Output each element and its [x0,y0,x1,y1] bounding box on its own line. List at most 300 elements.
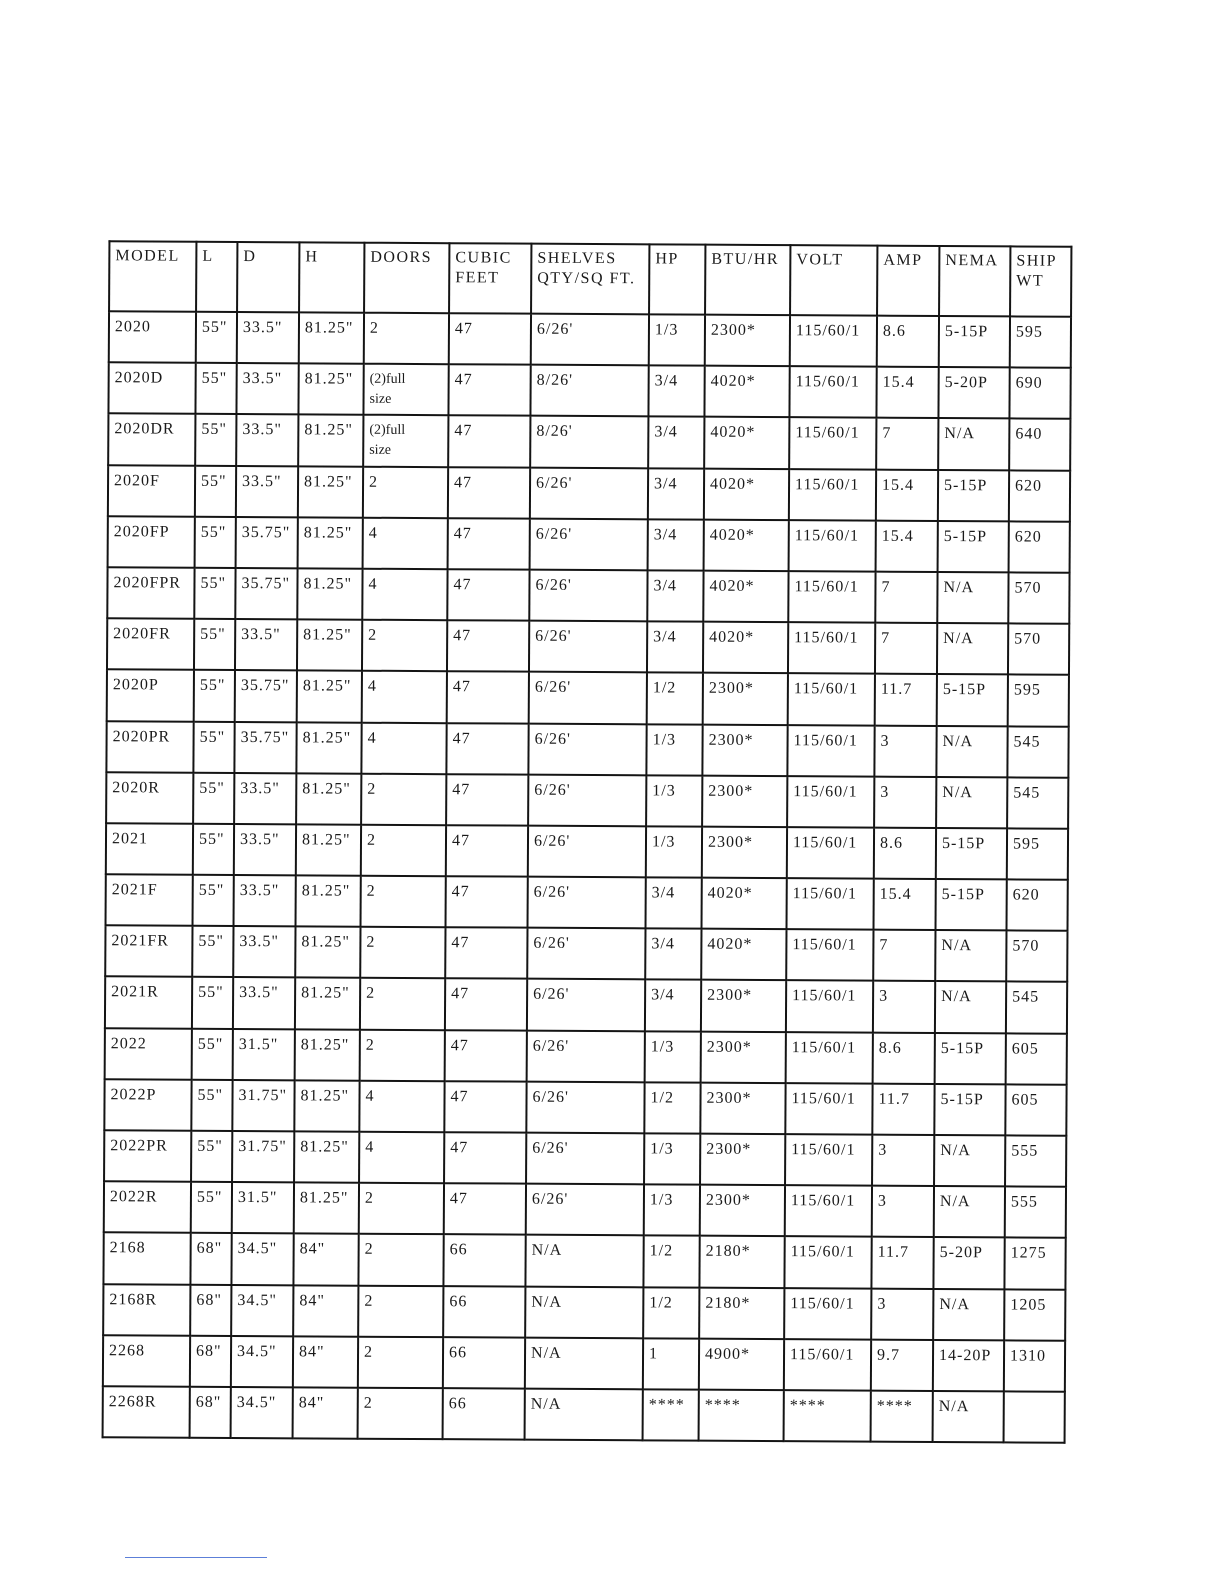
cell-length: 55" [191,1080,232,1131]
cell-volt: 115/60/1 [789,418,876,470]
cell-hp: 1/3 [649,314,705,366]
table-row [104,1181,1066,1238]
cell-hp: 1/3 [644,1133,700,1185]
header-shelves [531,244,649,315]
cell-depth: 33.5" [233,926,295,978]
cell-nema: N/A [936,777,1007,829]
cell-amp: 7 [875,572,937,624]
cell-shelves: 6/26' [529,621,647,673]
cell-btu-hr: 2180* [699,1287,784,1339]
header-btu-hr [705,245,790,315]
cell-length: 55" [194,568,235,619]
cell-hp: 3/4 [648,519,704,571]
cell-model: 2268R [103,1386,190,1438]
cell-depth: 34.5" [231,1233,293,1285]
table-row [105,1028,1067,1085]
header-cubic-feet [449,243,531,313]
cell-depth: 33.5" [234,824,296,876]
cell-amp: 11.7 [875,674,937,726]
cell-height: 81.25" [294,1183,359,1235]
cell-length: 68" [190,1233,231,1284]
cell-hp: 3/4 [648,366,704,418]
cell-height: 81.25" [298,466,363,518]
cell-model: 2022PR [104,1130,191,1182]
cell-height: 81.25" [294,1080,359,1132]
cell-doors: 2 [360,1029,445,1081]
cell-length: 55" [193,875,234,926]
cell-ship-wt: 620 [1009,521,1070,573]
cell-volt: 115/60/1 [788,622,875,674]
cell-length: 55" [194,670,235,721]
cell-length: 55" [191,1182,232,1233]
cell-hp: 1/2 [647,673,703,725]
cell-ship-wt: 595 [1007,828,1068,880]
table-row [106,874,1068,931]
cell-hp: 3/4 [645,929,701,981]
cell-model: 2021F [106,874,193,926]
cell-btu-hr: 2300* [703,673,788,725]
header-label: FEET [455,269,500,287]
table-row [103,1386,1065,1443]
cell-height: 81.25" [297,671,362,723]
cell-ship-wt: 690 [1009,368,1070,420]
cell-depth: 35.75" [235,670,297,722]
header-label: NEMA [945,252,999,270]
table-row [106,823,1068,880]
cell-doors: 2 [361,876,446,928]
cell-height: 81.25" [296,824,361,876]
cell-shelves: 8/26' [530,416,648,468]
cell-doors: 4 [359,1081,444,1133]
cell-model: 2020D [108,362,195,414]
cell-hp: 3/4 [648,468,704,520]
cell-depth: 33.5" [237,312,299,364]
cell-ship-wt: 595 [1008,675,1069,727]
header-row [109,241,1071,317]
table-row [104,1130,1066,1187]
cell-volt: 115/60/1 [785,1185,872,1237]
cell-nema: 5-15P [936,828,1007,880]
header-label: MODEL [115,247,180,265]
cell-btu-hr: 4020* [704,519,789,571]
cell-cubic-feet: 47 [446,876,528,928]
table-row [105,977,1067,1034]
cell-shelves: N/A [525,1389,643,1441]
cell-amp: 7 [875,623,937,675]
header-doors [364,243,449,313]
cell-hp: 3/4 [648,417,704,469]
cell-shelves: 6/26' [530,467,648,519]
cell-depth: 34.5" [231,1336,293,1388]
cell-cubic-feet: 47 [446,723,528,775]
cell-volt: 115/60/1 [786,981,873,1033]
footnote-rule [125,1557,267,1558]
cell-length: 55" [192,926,233,977]
cell-cubic-feet: 66 [443,1388,525,1440]
cell-shelves: N/A [525,1337,643,1389]
cell-height: 81.25" [298,364,363,416]
cell-shelves: 6/26' [529,672,647,724]
cell-hp: 1/3 [646,775,702,827]
header-model [109,241,196,311]
cell-amp: 11.7 [871,1237,933,1289]
cell-length: 55" [196,312,237,363]
cell-cubic-feet: 47 [447,569,529,621]
header-volt [790,245,877,315]
cell-amp: 15.4 [873,879,935,931]
cell-nema: 5-15P [934,1084,1005,1136]
cell-depth: 31.5" [233,1029,295,1081]
cell-amp: 7 [873,930,935,982]
cell-doors: 4 [363,517,448,569]
cell-volt: 115/60/1 [789,520,876,572]
header-label: HP [655,250,679,268]
cell-depth: 31.75" [232,1131,294,1183]
cell-ship-wt: 555 [1005,1187,1066,1239]
header-label: L [202,247,214,265]
cell-shelves: 6/26' [527,1030,645,1082]
cell-amp: 3 [874,776,936,828]
cell-btu-hr: 2300* [700,1185,785,1237]
header-hp [649,244,705,314]
cell-nema: 5-15P [938,521,1009,573]
cell-amp: 3 [872,1135,934,1187]
cell-depth: 35.75" [234,721,296,773]
cell-hp: 1/3 [646,724,702,776]
cell-length: 55" [191,1131,232,1182]
cell-ship-wt: 605 [1005,1084,1066,1136]
cell-amp: 8.6 [873,1032,935,1084]
table-row [107,670,1069,727]
cell-btu-hr: 4020* [701,929,786,981]
cell-length: 55" [195,414,236,465]
cell-cubic-feet: 66 [443,1235,525,1287]
cell-shelves: 6/26' [531,314,649,366]
cell-volt: 115/60/1 [787,776,874,828]
cell-btu-hr: 2180* [699,1236,784,1288]
cell-depth: 33.5" [236,414,298,466]
cell-cubic-feet: 47 [447,620,529,672]
cell-ship-wt: 620 [1006,879,1067,931]
cell-shelves: 6/26' [529,570,647,622]
header-label: H [305,248,319,266]
cell-depth: 31.75" [232,1080,294,1132]
cell-ship-wt [1004,1391,1065,1443]
cell-model: 2020F [108,465,195,517]
cell-height: 81.25" [296,875,361,927]
cell-ship-wt: 1275 [1004,1238,1065,1290]
cell-height: 81.25" [295,1029,360,1081]
cell-nema: N/A [934,1186,1005,1238]
cell-doors: 2 [364,313,449,365]
cell-ship-wt: 1310 [1004,1340,1065,1392]
table-row [106,772,1068,829]
header-label: SHELVES [537,249,617,268]
cell-nema: N/A [937,623,1008,675]
header-label: SHIP [1016,252,1058,270]
cell-depth: 34.5" [231,1285,293,1337]
cell-length: 68" [190,1284,231,1335]
cell-shelves: 6/26' [528,774,646,826]
cell-shelves: 6/26' [526,1184,644,1236]
cell-hp: **** [643,1389,699,1441]
cell-hp: 1/3 [645,1031,701,1083]
cell-btu-hr: 4020* [703,622,788,674]
cell-length: 55" [193,772,234,823]
cell-depth: 31.5" [232,1182,294,1234]
cell-volt: 115/60/1 [787,725,874,777]
header-height [299,242,364,312]
table-row [108,414,1070,471]
cell-cubic-feet: 47 [445,927,527,979]
cell-btu-hr: 4020* [704,366,789,418]
cell-model: 2020FPR [107,567,194,619]
table-row [105,925,1067,982]
cell-cubic-feet: 47 [444,1132,526,1184]
cell-amp: 11.7 [872,1083,934,1135]
cell-hp: 1/3 [644,1185,700,1237]
table-row [107,618,1069,675]
cell-volt: 115/60/1 [786,1032,873,1084]
cell-cubic-feet: 47 [449,313,531,365]
cell-doors: 2 [358,1388,443,1440]
cell-height: 84" [293,1387,358,1439]
header-nema [939,246,1010,316]
cell-shelves: 6/26' [527,928,645,980]
cell-volt: 115/60/1 [784,1339,871,1391]
cell-height: 81.25" [298,517,363,569]
cell-shelves: 6/26' [527,979,645,1031]
cell-volt: 115/60/1 [785,1134,872,1186]
cell-shelves: 6/26' [526,1133,644,1185]
cell-nema: N/A [936,726,1007,778]
cell-hp: 1/2 [643,1236,699,1288]
cell-doors: 2 [361,773,446,825]
cell-nema: 5-15P [935,879,1006,931]
header-ship-wt [1010,246,1071,316]
table-row [103,1335,1065,1392]
cell-doors: (2)full size [363,415,448,467]
cell-cubic-feet: 47 [444,1081,526,1133]
cell-volt: 115/60/1 [789,366,876,418]
cell-doors: 2 [358,1285,443,1337]
cell-volt: 115/60/1 [788,673,875,725]
cell-nema: N/A [935,930,1006,982]
cell-depth: 33.5" [233,977,295,1029]
cell-model: 2020R [106,772,193,824]
cell-doors: 2 [362,620,447,672]
cell-length: 55" [192,977,233,1028]
table-row [103,1284,1065,1341]
cell-height: 81.25" [294,1131,359,1183]
cell-amp: 8.6 [874,828,936,880]
table-row [106,721,1068,778]
cell-depth: 33.5" [235,619,297,671]
cell-depth: 35.75" [236,517,298,569]
table-body [103,311,1071,1443]
cell-amp: 8.6 [877,316,939,368]
cell-nema: N/A [935,981,1006,1033]
cell-hp: 3/4 [646,877,702,929]
cell-height: 81.25" [295,927,360,979]
cell-ship-wt: 605 [1006,1033,1067,1085]
cell-ship-wt: 570 [1008,624,1069,676]
cell-model: 2268 [103,1335,190,1387]
cell-btu-hr: 4900* [699,1338,784,1390]
cell-volt: 115/60/1 [784,1288,871,1340]
cell-cubic-feet: 47 [444,1183,526,1235]
cell-hp: 1/3 [646,826,702,878]
cell-height: 81.25" [297,619,362,671]
cell-nema: N/A [934,1135,1005,1187]
table-row [108,516,1070,573]
cell-height: 81.25" [296,722,361,774]
table-header [109,241,1071,317]
cell-depth: 35.75" [235,568,297,620]
cell-volt: 115/60/1 [786,929,873,981]
cell-doors: 2 [361,825,446,877]
table-row [108,465,1070,522]
cell-model: 2022R [104,1181,191,1233]
cell-nema: 14-20P [933,1340,1004,1392]
cell-depth: 33.5" [236,466,298,518]
cell-amp: 15.4 [876,367,938,419]
header-label: DOORS [370,248,433,267]
model-specifications-table [102,240,1073,1444]
cell-nema: N/A [937,572,1008,624]
cell-volt: 115/60/1 [790,315,877,367]
cell-nema: 5-15P [937,674,1008,726]
cell-doors: 2 [358,1336,443,1388]
cell-volt: 115/60/1 [789,469,876,521]
cell-model: 2020 [109,311,196,363]
cell-ship-wt: 1205 [1004,1289,1065,1341]
cell-nema: N/A [938,418,1009,470]
cell-cubic-feet: 66 [443,1337,525,1389]
cell-ship-wt: 570 [1008,572,1069,624]
header-depth [237,242,299,312]
cell-amp: 7 [876,418,938,470]
cell-btu-hr: 2300* [701,1031,786,1083]
cell-shelves: 8/26' [530,365,648,417]
cell-amp: 3 [871,1288,933,1340]
cell-cubic-feet: 47 [445,1030,527,1082]
cell-model: 2168R [103,1284,190,1336]
header-label: QTY/SQ FT. [537,269,636,288]
cell-length: 55" [192,1028,233,1079]
cell-btu-hr: 2300* [702,775,787,827]
cell-length: 55" [193,824,234,875]
cell-nema: 5-15P [939,316,1010,368]
cell-btu-hr: 2300* [700,1134,785,1186]
cell-height: 81.25" [299,312,364,364]
table-row [104,1079,1066,1136]
header-label: AMP [883,251,923,269]
cell-model: 2022 [105,1028,192,1080]
cell-cubic-feet: 47 [448,518,530,570]
cell-length: 68" [190,1335,231,1386]
cell-ship-wt: 570 [1006,931,1067,983]
cell-doors: 2 [363,466,448,518]
cell-amp: 3 [873,981,935,1033]
cell-shelves: 6/26' [526,1081,644,1133]
cell-length: 55" [195,516,236,567]
cell-height: 81.25" [295,978,360,1030]
cell-volt: 115/60/1 [788,571,875,623]
cell-model: 2022P [104,1079,191,1131]
cell-doors: 4 [362,569,447,621]
cell-ship-wt: 640 [1009,419,1070,471]
cell-hp: 1 [643,1338,699,1390]
cell-volt: **** [784,1390,871,1442]
table-row [108,362,1070,419]
cell-btu-hr: 2300* [701,980,786,1032]
cell-depth: 33.5" [236,363,298,415]
cell-cubic-feet: 47 [447,672,529,724]
cell-model: 2168 [103,1233,190,1285]
cell-nema: 5-15P [938,470,1009,522]
cell-cubic-feet: 47 [446,825,528,877]
cell-ship-wt: 545 [1007,777,1068,829]
header-label: D [243,248,257,266]
cell-btu-hr: 4020* [703,571,788,623]
cell-ship-wt: 545 [1007,726,1068,778]
cell-ship-wt: 620 [1009,470,1070,522]
cell-cubic-feet: 47 [448,416,530,468]
cell-btu-hr: 2300* [700,1082,785,1134]
cell-model: 2020P [107,670,194,722]
cell-height: 84" [293,1336,358,1388]
cell-cubic-feet: 47 [448,364,530,416]
cell-depth: 34.5" [231,1387,293,1439]
cell-amp: 9.7 [871,1339,933,1391]
cell-height: 81.25" [298,415,363,467]
cell-amp: 3 [874,725,936,777]
cell-height: 81.25" [296,773,361,825]
header-length [196,242,237,312]
cell-shelves: 6/26' [528,826,646,878]
cell-volt: 115/60/1 [785,1083,872,1135]
cell-hp: 3/4 [647,621,703,673]
cell-length: 55" [194,619,235,670]
cell-btu-hr: 4020* [704,417,789,469]
cell-shelves: 6/26' [530,518,648,570]
cell-ship-wt: 545 [1006,982,1067,1034]
cell-btu-hr: 4020* [704,468,789,520]
table-row [109,311,1071,368]
cell-doors: 4 [359,1132,444,1184]
cell-btu-hr: **** [699,1390,784,1442]
cell-cubic-feet: 47 [446,774,528,826]
cell-hp: 3/4 [647,570,703,622]
cell-ship-wt: 595 [1010,316,1071,368]
cell-length: 55" [195,363,236,414]
cell-shelves: N/A [525,1235,643,1287]
cell-nema: 5-15P [935,1033,1006,1085]
cell-model: 2020PR [106,721,193,773]
cell-hp: 3/4 [645,980,701,1032]
cell-volt: 115/60/1 [787,878,874,930]
header-label: WT [1016,272,1045,290]
cell-shelves: 6/26' [528,877,646,929]
cell-btu-hr: 2300* [702,724,787,776]
cell-ship-wt: 555 [1005,1135,1066,1187]
cell-cubic-feet: 66 [443,1286,525,1338]
cell-model: 2020FP [108,516,195,568]
cell-amp: 15.4 [876,469,938,521]
cell-length: 68" [190,1387,231,1438]
cell-height: 81.25" [297,568,362,620]
